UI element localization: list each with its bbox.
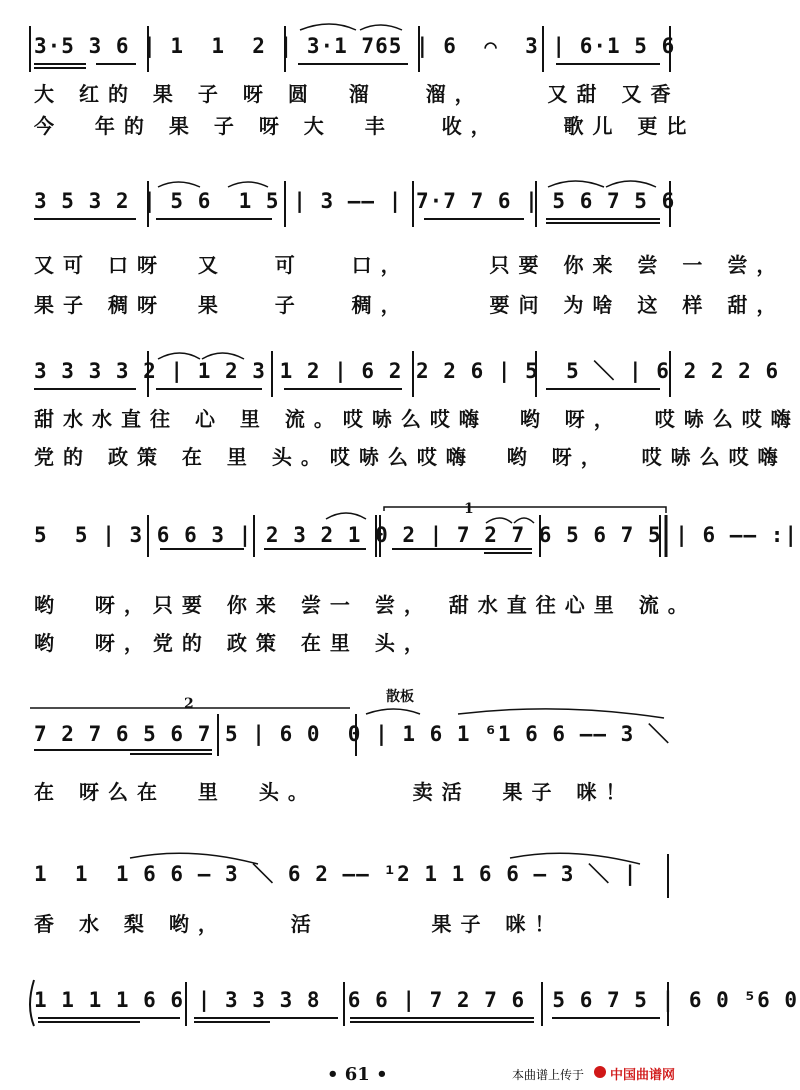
- lyric-verse-2: 哟 呀，党的 政策 在里 头，: [34, 631, 433, 655]
- site-logo-text: 中国曲谱网: [610, 1068, 676, 1083]
- page-number: • 61 •: [327, 1064, 388, 1085]
- volta-1-label: 1: [464, 501, 474, 517]
- tempo-marking: 散板: [386, 689, 414, 705]
- volta-2-label: 2: [184, 696, 194, 712]
- upload-credit: 本曲谱上传于: [512, 1068, 585, 1082]
- lyric-verse-2: 党的 政策 在 里 头。哎哧么哎嗨 哟 呀， 哎哧么哎嗨: [34, 445, 787, 469]
- lyric-verse-1: 又可 口呀 又 可 口， 只要 你来 尝 一 尝，: [34, 253, 786, 277]
- lyric-verse-1: 甜水水直往 心 里 流。哎哧么哎嗨 哟 呀， 哎哧么哎嗨: [34, 407, 800, 431]
- notation-line: 1 1 1 1 6 6 | 3 3 3 8 6 6 | 7 2 7 6 5 6 7 5 | 6 0 ⁵6 0: [34, 988, 799, 1012]
- notation-line: 5 5 | 3 6 6 3 | 2 3 2 1 0 2 | 7 2 7 6 5 6 7 5 | 6 —— :|: [34, 523, 799, 547]
- notation-line: 3 5 3 2 | 5 6 1 5 | 3 —— | 7·7 7 6 | 5 6 7 5 6: [34, 189, 676, 213]
- lyric-verse-1: 香 水 梨 哟， 活 果子 咪！: [34, 912, 564, 936]
- lyric-verse-2: 今 年的 果 子 呀 大 丰 收， 歌儿 更比: [34, 114, 696, 138]
- notation-line: 7 2 7 6 5 6 7 5 | 6 0 0 | 1 6 1 ⁶1 6 6 —— 3 ＼: [34, 722, 670, 746]
- notation-line: 3·5 3 6 | 1 1 2 | 3·1 765 | 6 ⌒ 3 | 6·1 5 6: [34, 34, 676, 58]
- notation-line: 1 1 1 6 6 — 3 ＼ 6 2 —— ¹2 1 1 6 6 — 3 ＼ |: [34, 862, 638, 886]
- lyric-verse-1: 在 呀么在 里 头。 卖活 果子 咪！: [34, 780, 635, 804]
- lyric-verse-2: 果子 稠呀 果 子 稠， 要问 为啥 这 样 甜，: [34, 293, 786, 317]
- notation-line: 3 3 3 3 2 | 1 2 3 1 2 | 6 2 2 2 6 | 5 5 ＼ | 6 2 2 2 6: [34, 359, 780, 383]
- lyric-verse-1: 哟 呀，只要 你来 尝一 尝， 甜水直往心里 流。: [34, 593, 697, 617]
- site-logo-icon: [594, 1066, 606, 1078]
- lyric-verse-1: 大 红的 果 子 呀 圆 溜 溜， 又甜 又香: [34, 82, 680, 106]
